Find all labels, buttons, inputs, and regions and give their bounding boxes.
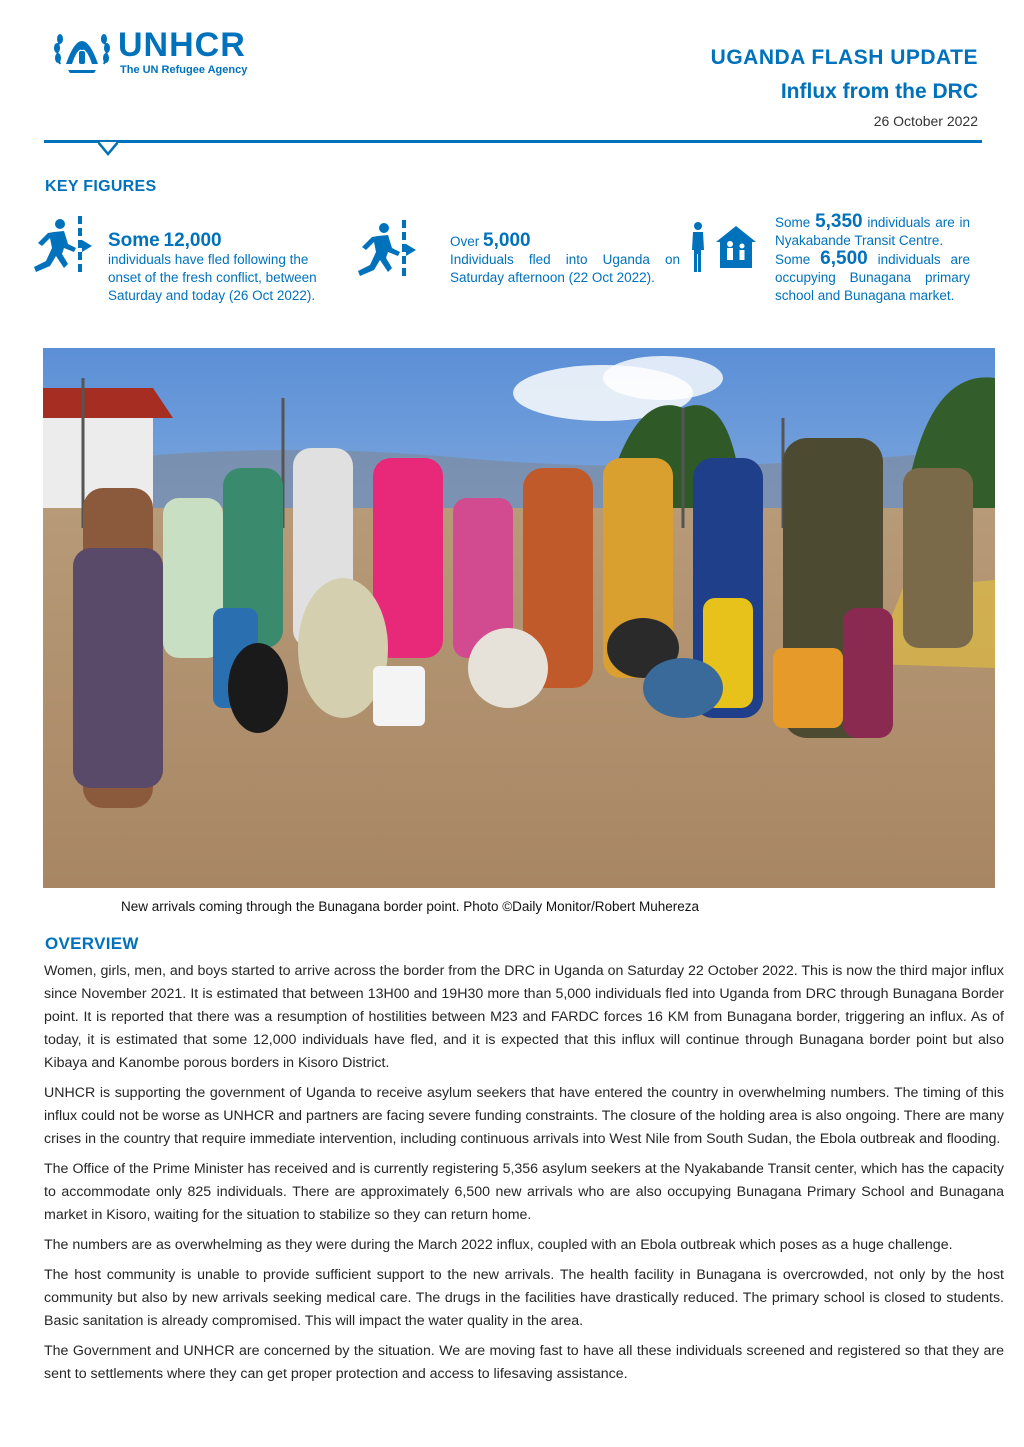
key-figure-3-prefix: Some <box>775 215 811 230</box>
arrivals-photo <box>43 348 995 888</box>
key-figure-1 <box>108 232 318 305</box>
overview-paragraph: The numbers are as overwhelming as they were during the March 2022 influx, coupled with an Ebola outbreak which poses as a huge challenge. <box>44 1237 953 1253</box>
page-subtitle: Influx from the DRC <box>780 80 978 103</box>
key-figure-1-prefix: Some <box>108 230 160 251</box>
unhcr-emblem-icon <box>52 24 112 76</box>
header-rule-notch <box>98 142 118 156</box>
key-figure-1-text: individuals have fled following the onset of the fresh conflict, between Saturday and today (26 Oct 2022). <box>108 252 317 303</box>
overview-paragraph: The host community is unable to provide sufficient support to the new arrivals. The health facility in Bunagana is overcrowded, not only by the host community but also by new arrivals seeking medical care. The drugs in the facilities have drastically reduced. The primary school is closed to students. Basic sanitation is already compromised. This will impact the water quality in the area. <box>44 1267 1004 1329</box>
org-name: UNHCR <box>118 26 246 64</box>
running-person-icon <box>32 214 94 278</box>
key-figure-2-text: Individuals fled into Uganda on Saturday afternoon (22 Oct 2022). <box>450 252 680 285</box>
key-figure-2-value: 5,000 <box>483 230 531 251</box>
key-figure-3 <box>775 213 970 305</box>
header-rule <box>44 140 982 143</box>
overview-paragraph: The Government and UNHCR are concerned by the situation. We are moving fast to have all these individuals screened and registered so that they are sent to settlements where they can get proper protection and access to lifesaving assistance. <box>44 1343 1004 1382</box>
key-figure-3-text: individuals are in Nyakabande Transit Centre. <box>775 215 970 248</box>
photo-caption: New arrivals coming through the Bunagana border point. Photo ©Daily Monitor/Robert Muhereza <box>121 899 700 914</box>
key-figure-1-value: 12,000 <box>163 230 222 251</box>
key-figures-heading: KEY FIGURES <box>45 178 157 195</box>
key-figure-3b-text: individuals are occupying Bunagana primary school and Bunagana market. <box>775 252 970 303</box>
overview-paragraph: The Office of the Prime Minister has received and is currently registering 5,356 asylum seekers at the Nyakabande Transit center, which has the capacity to accommodate only 825 individuals. There are approximately 6,500 new arrivals who are also occupying Bunagana Primary School and Bunagana market in Kisoro, waiting for the situation to stabilize so they can return home. <box>44 1161 1004 1223</box>
overview-paragraph: Women, girls, men, and boys started to arrive across the border from the DRC in Uganda on Saturday 22 October 2022. This is now the third major influx since November 2021. It is estimated that between 13H00 and 19H30 more than 5,000 individuals fled into Uganda from DRC through Bunagana Border point. It is reported that there was a resumption of hostilities between M23 and FARDC forces 16 KM from Bunagana border, triggering an influx. As of today, it is estimated that some 12,000 individuals have fled, and it is expected that this influx will continue through Bunagana border point but also Kibaya and Kanombe porous borders in Kisoro District. <box>44 963 1004 1071</box>
page-date: 26 October 2022 <box>873 113 978 129</box>
overview-body <box>44 960 1004 1393</box>
key-figure-3-value: 5,350 <box>815 211 863 232</box>
person-and-shelter-icon <box>688 220 760 276</box>
arrivals-photo-illustration <box>43 348 995 888</box>
key-figure-2 <box>450 232 680 287</box>
unhcr-logo <box>52 24 282 80</box>
key-figure-3b-value: 6,500 <box>820 248 868 269</box>
overview-heading: OVERVIEW <box>45 934 139 953</box>
running-person-icon <box>356 218 418 282</box>
page-title: UGANDA FLASH UPDATE <box>710 46 978 69</box>
overview-paragraph: UNHCR is supporting the government of Uganda to receive asylum seekers that have entered the country in overwhelming numbers. The timing of this influx could not be worse as UNHCR and partners are facing severe funding constraints. The closure of the holding area is also ongoing. There are many crises in the country that require immediate intervention, including continuous arrivals into West Nile from South Sudan, the Ebola outbreak and flooding. <box>44 1085 1004 1147</box>
org-tagline: The UN Refugee Agency <box>120 64 248 76</box>
key-figure-2-prefix: Over <box>450 234 480 249</box>
key-figure-3b-prefix: Some <box>775 252 811 267</box>
